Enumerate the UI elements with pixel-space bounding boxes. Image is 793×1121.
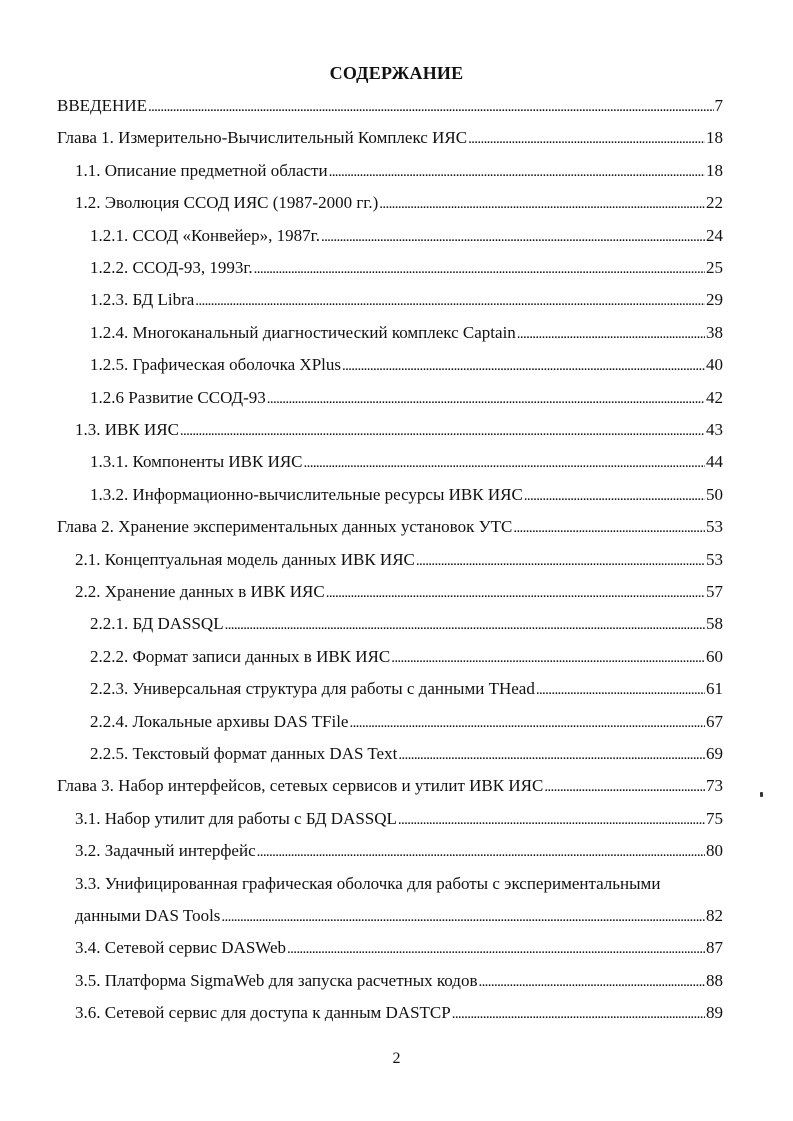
toc-entry[interactable] xyxy=(90,612,723,636)
toc-entry[interactable] xyxy=(90,710,723,734)
dot-leader xyxy=(148,94,714,119)
dot-leader xyxy=(544,774,705,799)
dot-leader xyxy=(398,807,705,832)
toc-entry-page: 69 xyxy=(706,744,723,763)
dot-leader xyxy=(391,645,705,670)
dot-leader xyxy=(267,386,705,411)
scan-speck xyxy=(760,792,763,797)
toc-entry-page: 61 xyxy=(706,679,723,699)
toc-entry-page: 53 xyxy=(706,517,723,537)
toc-entry-title: 2.2.5. Текстовый формат данных DAS Text xyxy=(90,744,398,763)
toc-entry-page: 24 xyxy=(706,225,723,245)
toc-entry[interactable] xyxy=(57,94,723,118)
toc-entry[interactable] xyxy=(75,191,723,215)
toc-entry-title: 1.2. Эволюция ССОД ИЯС (1987-2000 гг.) xyxy=(75,193,379,213)
toc-entry-page: 43 xyxy=(706,420,723,439)
toc-entry-page: 58 xyxy=(706,614,723,634)
toc-entry-page: 50 xyxy=(706,484,723,504)
toc-entry-title: 1.3. ИВК ИЯС xyxy=(75,420,179,439)
toc-entry-title-continuation: данными DAS Tools xyxy=(75,906,221,925)
toc-entry-title: 2.2.4. Локальные архивы DAS TFile xyxy=(90,711,349,731)
toc-entry-title: 3.3. Унифицированная графическая оболочка для работы с экспериментальными xyxy=(75,873,661,893)
toc-entry[interactable] xyxy=(90,353,723,377)
dot-leader xyxy=(221,904,705,929)
toc-entry-page: 53 xyxy=(706,549,723,569)
toc-heading: СОДЕРЖАНИЕ xyxy=(329,63,464,83)
dot-leader xyxy=(478,969,705,994)
toc-entry-page: 60 xyxy=(706,646,723,666)
toc-entry-title: 1.2.3. БД Libra xyxy=(90,290,195,310)
toc-entry-page: 25 xyxy=(706,258,723,277)
toc-entry-title: Глава 2. Хранение экспериментальных данных установок УТС xyxy=(57,517,513,537)
dot-leader xyxy=(398,742,705,767)
dot-leader xyxy=(254,256,705,281)
toc-entry-page: 57 xyxy=(706,582,723,601)
toc-entry-page: 29 xyxy=(706,290,723,310)
toc-entry-title: 1.2.4. Многоканальный диагностический комплекс Captain xyxy=(90,322,516,342)
dot-leader xyxy=(180,418,705,443)
toc-entry-title: 3.2. Задачный интерфейс xyxy=(75,841,256,861)
toc-entry[interactable] xyxy=(90,256,723,280)
dot-leader xyxy=(195,288,705,313)
toc-entry-page: 18 xyxy=(706,160,723,180)
dot-leader xyxy=(257,839,705,864)
toc-entry-page: 80 xyxy=(706,841,723,861)
toc-entry[interactable] xyxy=(75,548,723,572)
dot-leader xyxy=(287,936,705,961)
toc-entry-title: 1.3.2. Информационно-вычислительные ресурсы ИВК ИЯС xyxy=(90,484,523,504)
toc-entry-title: 2.2.2. Формат записи данных в ИВК ИЯС xyxy=(90,646,391,666)
toc-entry[interactable] xyxy=(90,742,723,766)
toc-entry[interactable] xyxy=(75,159,723,183)
toc-entry-page: 42 xyxy=(706,387,723,407)
toc-entry-title: 1.2.1. ССОД «Конвейер», 1987г. xyxy=(90,225,320,245)
toc-entry[interactable] xyxy=(57,126,723,150)
dot-leader xyxy=(468,126,705,151)
toc-entry-continuation[interactable] xyxy=(75,904,723,928)
toc-entry-title: 2.2.1. БД DASSQL xyxy=(90,614,224,634)
toc-entry-title: Глава 3. Набор интерфейсов, сетевых сервисов и утилит ИВК ИЯС xyxy=(57,776,544,796)
dot-leader xyxy=(321,224,705,249)
toc-entry-page: 18 xyxy=(706,128,723,148)
dot-leader xyxy=(326,580,705,605)
toc-entry[interactable] xyxy=(75,969,723,993)
toc-entry-title: 3.6. Сетевой сервис для доступа к данным DASTCP xyxy=(75,1003,451,1023)
toc-entry[interactable] xyxy=(75,580,723,604)
toc-entry-page: 75 xyxy=(706,808,723,828)
dot-leader xyxy=(452,1001,705,1026)
toc-entry-page: 40 xyxy=(706,355,723,375)
toc-entry-title: 1.1. Описание предметной области xyxy=(75,160,328,180)
toc-entry[interactable] xyxy=(57,515,723,539)
toc-entry[interactable] xyxy=(90,450,723,474)
toc-entry-page: 82 xyxy=(706,906,723,925)
toc-entry[interactable] xyxy=(75,1001,723,1025)
toc-entry[interactable] xyxy=(90,386,723,410)
toc-entry-title: Глава 1. Измерительно-Вычислительный Комплекс ИЯС xyxy=(57,128,468,148)
toc-entry-title: 1.2.6 Развитие ССОД-93 xyxy=(90,387,266,407)
dot-leader xyxy=(513,515,705,540)
toc-entry[interactable] xyxy=(75,418,723,442)
toc-entry[interactable] xyxy=(90,483,723,507)
dot-leader xyxy=(304,450,705,475)
toc-entry-page: 22 xyxy=(706,193,723,213)
toc-entry[interactable] xyxy=(90,224,723,248)
toc-entry-page: 67 xyxy=(706,711,723,731)
toc-entry-page: 73 xyxy=(706,776,723,796)
toc-entry-title: 1.2.2. ССОД-93, 1993г. xyxy=(90,258,253,277)
toc-entry[interactable] xyxy=(75,872,723,896)
toc-entry[interactable] xyxy=(90,288,723,312)
toc-entry-title: 1.2.5. Графическая оболочка XPlus xyxy=(90,355,341,375)
toc-entry[interactable] xyxy=(75,807,723,831)
toc-entry-title: 3.4. Сетевой сервис DASWeb xyxy=(75,938,287,958)
toc-entry-title: ВВЕДЕНИЕ xyxy=(57,96,147,115)
toc-entry-title: 2.2. Хранение данных в ИВК ИЯС xyxy=(75,582,325,601)
toc-entry[interactable] xyxy=(90,645,723,669)
page-number: 2 xyxy=(392,1050,401,1067)
dot-leader xyxy=(349,710,705,735)
toc-entry-page: 38 xyxy=(706,322,723,342)
toc-entry[interactable] xyxy=(75,936,723,960)
toc-entry-page: 88 xyxy=(706,970,723,990)
toc-entry-title: 3.5. Платформа SigmaWeb для запуска расчетных кодов xyxy=(75,970,478,990)
dot-leader xyxy=(517,321,705,346)
toc-entry-page: 89 xyxy=(706,1003,723,1023)
dot-leader xyxy=(524,483,705,508)
dot-leader xyxy=(536,677,705,702)
dot-leader xyxy=(416,548,705,573)
toc-entry-page: 7 xyxy=(714,96,723,115)
toc-entry-title: 1.3.1. Компоненты ИВК ИЯС xyxy=(90,452,303,472)
toc-entry-title: 2.2.3. Универсальная структура для работы с данными THead xyxy=(90,679,535,699)
toc-entry[interactable] xyxy=(75,839,723,863)
toc-entry-title: 2.1. Концептуальная модель данных ИВК ИЯС xyxy=(75,549,415,569)
toc-entry[interactable] xyxy=(57,774,723,798)
dot-leader xyxy=(225,612,705,637)
toc-entry-page: 44 xyxy=(706,452,723,472)
toc-entry[interactable] xyxy=(90,321,723,345)
toc-entry-title: 3.1. Набор утилит для работы с БД DASSQL xyxy=(75,808,397,828)
toc-entry[interactable] xyxy=(90,677,723,701)
dot-leader xyxy=(329,159,705,184)
dot-leader xyxy=(342,353,705,378)
dot-leader xyxy=(379,191,705,216)
toc-entry-page: 87 xyxy=(706,938,723,958)
